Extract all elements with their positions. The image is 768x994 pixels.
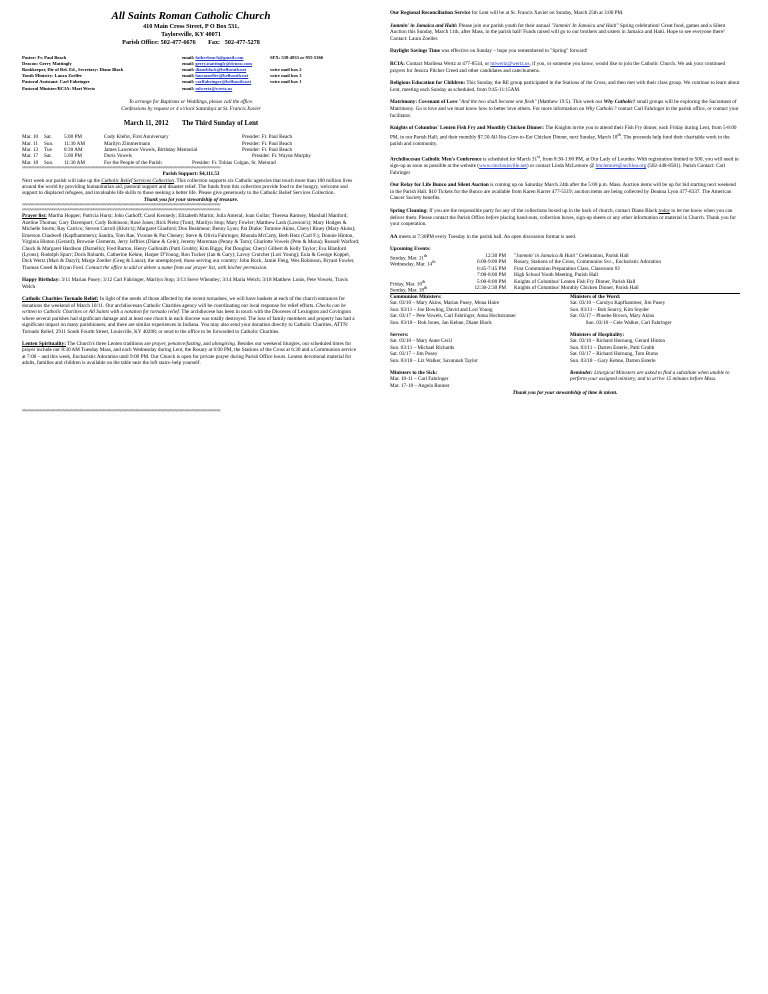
mass-day: Sat. (44, 134, 52, 141)
mass-date: Mar. 17 (22, 153, 39, 160)
event-description: Knights of Columbus' Lenten Fish Fry Dinner, Parish Hall (514, 278, 636, 285)
event-time: 7:00-8:00 PM (477, 272, 506, 279)
talent-thanks: Thank you for your stewardship of time & talent. (512, 389, 618, 396)
mclemore-email-link[interactable]: lmclemore@archlou.org (595, 162, 647, 169)
lenten-spirituality: Lenten Spirituality: The Church's three Lenten traditions are prayer, penance/fasting, and almsgiving. Besides our weekend liturgies, our scheduled times for prayer include our 8:30 AM Tuesday Mass, and each Wednesday during Lent, the Rosary at 6:00 PM, the Stations of the Cross at 6:30 and a Communion service at 7:00 – and this week, Eucharistic Adoration until 9:00 PM. Our Church is open for private prayer during Parish Office hours. Lenten devotional material for adults, families and children is available on the table near the loft stairs–help yourself. (22, 341, 357, 367)
minister-list-title: Ministers to the Sick: (390, 369, 438, 376)
staff-email: email: mlwertz@wertz.us (182, 85, 233, 91)
mass-date: Mar. 13 (22, 146, 39, 153)
staff-name: Youth Ministry: Laura Zoeller (22, 73, 83, 79)
minister-entry: Sun. 03/18 – Cele Walker, Carl Fahringer (570, 319, 672, 326)
staff-email-link[interactable]: mlwertz@wertz.us (195, 85, 233, 91)
mass-presider: Presider: Fr. Tobias Colgan, St. Meinrad (192, 159, 276, 166)
staff-email: email: gerry.mattingly@dcnow.com (182, 61, 252, 67)
minister-entry: Mar. 17-18 – Angela Runner (390, 382, 450, 389)
event-time: 6:00-9:00 PM (477, 259, 506, 266)
mass-presider: Presider: Fr. Paul Beach (242, 140, 293, 147)
staff-email: email: fatherbeach@gmail.com (182, 55, 244, 60)
event-day: Friday, Mar. 16th (390, 278, 426, 288)
hospitality-ministers (570, 332, 665, 364)
staff-directory (22, 55, 360, 95)
event-day: Sunday, Mar. 11th (390, 252, 428, 262)
mass-presider: Presider: Fr. Paul Beach (242, 146, 293, 153)
sick-ministers (390, 370, 450, 389)
minister-list-title: Ministers of the Word: (570, 293, 621, 300)
kofc-notice: Knights of Columbus' Lenten Fish Fry and Monthly Chicken Dinner: The Knights invite you to attend their Fish Fry dinner, each Friday during Lent, from 5-8:00 PM, in our Parish Hall; and their monthly $7.50 All-You-Care-to-Eat Chicken Dinner, next Sunday, March 18th. The proceeds help fund their charitable work in the parish and community. (390, 125, 737, 148)
minister-entry: Mar. 10-11 – Carl Fahringer (390, 376, 449, 383)
reminder-note: Reminder: Liturgical Ministers are asked to find a substitute when unable to perform your assigned ministry, and to arrive 15 minutes before Mass. (570, 369, 730, 383)
mass-day: Sun. (44, 140, 54, 147)
mass-presider: Presider: Fr. Paul Beach (242, 134, 293, 141)
minister-entry: Sun. 03/11 – Joe Bowling, David and Lori Young (390, 306, 493, 313)
minister-list-title: Ministers of Hospitality: (570, 331, 625, 338)
event-time: 6:45-7:45 PM (477, 265, 506, 272)
mass-time: 11:30 AM (64, 140, 85, 147)
servers-list (390, 332, 478, 364)
minister-entry: Sun. 03/18 – Bob Jones, Jan Kehne, Diane Black (390, 319, 492, 326)
events-table (390, 252, 740, 295)
minister-entry: Sun. 03/18 – Gary Kehne, Darren Esterle (570, 357, 656, 364)
staff-email: email: laurazoeller@bellsouth.net (182, 73, 249, 79)
church-address: 410 Main Cross Street, P O Box 531, (143, 23, 239, 30)
word-ministers (570, 294, 672, 326)
mass-day: Sun. (44, 159, 54, 166)
staff-name: Pastor: Fr. Paul Beach (22, 55, 67, 60)
aa-notice: AA meets at 7:30PM every Tuesday in the parish hall. An open discussion format is used. (390, 233, 577, 240)
minister-entry: Sun. 03/18 – Liz Walker, Savannah Taylor (390, 357, 478, 364)
mass-intention: For the People of the Parish (104, 159, 162, 166)
birthday-list: Happy Birthday: 3/11 Marian Pusey; 3/12 Carl Fahringer, Marilyn Stop; 3/13 Steve Wheatley; 3/14 Maria Welch; 3/18 Matthew Lonis, Pete Vowels, Travis Welch (22, 277, 348, 290)
separator: ≈≈≈≈≈≈≈≈≈≈≈≈≈≈≈≈≈≈≈≈≈≈≈≈≈≈≈≈≈≈≈≈≈≈≈≈≈≈≈≈≈≈≈≈≈≈≈≈≈≈≈≈≈≈≈≈≈≈≈≈≈≈≈≈≈≈≈≈≈≈≈≈≈≈≈≈≈≈ (22, 408, 221, 414)
ministers-block-1 (390, 294, 740, 326)
minister-list-title: Communion Ministers: (390, 293, 442, 300)
ministers-block-2 (390, 332, 740, 364)
mass-intention: Marilyn Zimmermann (104, 140, 151, 147)
ministers-block-3 (390, 370, 740, 390)
right-column (390, 10, 740, 396)
event-day: Sunday, Mar. 18th (390, 285, 428, 295)
dst-notice: Daylight Savings Time was effective on Sunday – hope you remembered to "Spring" forward! (390, 48, 588, 55)
staff-email: email: dianeblack@bellsouth.net (182, 67, 247, 73)
event-description: "Jammin' in Jamaica & Haiti" Celebration, Parish Hall (514, 252, 629, 259)
sunday-title: March 11, 2012 The Third Sunday of Lent (123, 120, 259, 128)
event-time: 12:30 PM (485, 252, 506, 259)
minister-entry: Sun. 03/11 – Bob Searcy, Kim Snyder (570, 306, 650, 313)
communion-ministers (390, 294, 516, 326)
parish-support-heading: Parish Support: $4,111.53 (162, 171, 220, 178)
separator: ≈≈≈≈≈≈≈≈≈≈≈≈≈≈≈≈≈≈≈≈≈≈≈≈≈≈≈≈≈≈≈≈≈≈≈≈≈≈≈≈≈≈≈≈≈≈≈≈≈≈≈≈≈≈≈≈≈≈≈≈≈≈≈≈≈≈≈≈≈≈≈≈≈≈≈≈≈≈ (22, 203, 221, 209)
mass-day: Sat. (44, 153, 52, 160)
church-name: All Saints Roman Catholic Church (111, 10, 271, 22)
mass-time: 8:30 AM (64, 146, 83, 153)
staff-email-link[interactable]: dianeblack@bellsouth.net (195, 67, 247, 73)
staff-extra: voice mail box 2 (270, 67, 302, 73)
event-day: Wednesday, Mar. 14th (390, 259, 436, 269)
mass-presider: Presider: Fr. Wayne Murphy (252, 153, 311, 160)
mass-time: 5:00 PM (64, 153, 83, 160)
events-title: Upcoming Events: (390, 246, 431, 253)
rcia-notice: RCIA: Contact Marilena Wertz at 477-8534, or mlwertz@wertz.us, if you, or someone you know, would like to join the Catholic Church. We ask your continued prayers for Jessica Pilcher Creed and other candidates and catechumens. (390, 60, 726, 74)
staff-email-link[interactable]: laurazoeller@bellsouth.net (195, 73, 249, 79)
mass-date: Mar. 11 (22, 140, 38, 147)
minister-list-title: Servers: (390, 331, 409, 338)
prayer-list: Prayer list: Martha Hopper; Patricia Hurst; John Gathoff; Carol Kennedy; Elizabeth Martin; Julia Ameral; Joan Gollar; Theresa Ramsey, Marshall Manford; Azeline Thomas; Gary Davenport; Cody Robinson; Rose Jones; Rick Pleitz (Tom); Marilyn Stop; Mary Fowler; Matthew Lash (Lawson's); Mary Hodges & Michelle Storm; Ray Carrico; Steven Carroll (Klotz's); Margaret Glasford; Don Beahmear; Benny Lyon; Pat Drake; Tommie Akins, Cheryl Riney (Mary Akins); Emerson Chadwell (Kapfhammers); Sandra, Tom Rae, Yvonne & Pat Cheney; Steve & Olivia Fahringer, Rhonda McCarty, Beth Hotz (Carl F.); Donnie Hinton, Virginia Hinton (Gerard); Brownie Clements, Jerry Jeffries (Diane & Cele); Jeremy Moreman (Penny & Tom); Charlotte Vowels (Pete & Mona); Russell Warford; Chuck & Margaret Hardison (Darnells); Fred Barton, Henry Galbraith (Patti Grubb); Kim Riggs; Pat Douglas; Cheryl Gilbert & Kelly Taylor; Eva Blanford (Lyons); Rudolph Spurr; Doris Robards, Catherine Kehne, Harper D'Young, Ron Tucker (Jan & Gary); Lavoy Crutcher (Lori Young); Eula & George Koppel, Dick Wertz (Mari & Daryl); Marge Zoeller (Greg & Laura); the unemployed; those serving our country: John Rock, Jamie Fleig, Wes Robinson, Bryant Fowler, Thomas Creed & Bryan Ford. Contact the office to add or delete a name from our prayer list, with his/her permission. (22, 213, 360, 271)
event-description: First Communion Preparation Class, Classroom #3 (514, 265, 620, 272)
mass-schedule (22, 134, 360, 166)
mass-row (22, 160, 360, 166)
minister-entry: Sat. 03/17 – Richard Hornung, Tom Burns (570, 351, 659, 358)
event-time: 12:30-2:30 PM (474, 285, 506, 292)
minister-entry: Sat. 03/10 – Mary Anne Cecil (390, 338, 452, 345)
religious-ed-notice: Religious Education for Children: This Sunday, the RE group participated in the Stations of the Cross, and then met with their class group. We continue to learn about Lent, meeting each Sunday as scheduled, from 9:45-11:15AM. (390, 80, 740, 93)
staff-extra: voice mail box 1 (270, 79, 302, 85)
event-time: 5:00-8:00 PM (477, 278, 506, 285)
treasure-thanks: Thank you for your stewardship of treasure. (143, 196, 239, 203)
staff-extra: voice mail box 3 (270, 73, 302, 79)
parish-support-text: Next week our parish will take up the Catholic Relief Services Collection. This collection supports six Catholic agencies that touch more than 100 million lives around the world by providing humanitarian aid, pastoral support and disaster relief. The funds from this collection provide food to the hungry, welcome and support to displaced refugees, and invaluable life skills to those seeking a better life. Please give generously to the Catholic Relief Services Collection. (22, 177, 353, 197)
staff-name: Pastoral Minister/RCIA: Mari Wertz (22, 85, 96, 91)
minister-entry: Sat. 03/17 – Phoebe Brown, Mary Akins (570, 313, 655, 320)
mass-time: 5:00 PM (64, 134, 83, 141)
staff-extra: SFX: 538-4933 or 955-5366 (270, 55, 324, 60)
event-description: High School Youth Meeting, Parish Hall (514, 272, 599, 279)
staff-email-link[interactable]: fatherbeach@gmail.com (195, 55, 244, 60)
minister-entry: Sun. 03/11 – Darren Esterle, Patti Grubb (570, 344, 655, 351)
reconciliation-notice: Our Regional Reconciliation Service for Lent will be at St. Francis Xavier on Sunday, March 25th at 3:00 PM. (390, 10, 624, 16)
staff-name: Pastoral Assistant: Carl Fahringer (22, 79, 90, 85)
rcia-email-link[interactable]: mlwertz@wertz.us (490, 60, 530, 67)
minister-entry: Sat. 03/17 – Jim Pusey (390, 351, 438, 358)
cmc-website-link[interactable]: www.cmclouisville.net (479, 162, 527, 169)
arrangement-note: To arrange for Baptisms or Weddings, please call the office. Confessions by request or 4 o'clock Saturdays at St. Francis Xavier (121, 99, 261, 112)
staff-email: email: carlfahringer@bellsouth.net (182, 79, 252, 85)
tornado-relief: Catholic Charities Tornado Relief: In light of the needs of those affected by the recent tornadoes, we will have baskets at each of the church entrances for donations the weekend of March 10/11. Our archdiocesan Catholic Charities agency will be coordinating our local response for relief efforts. Checks can be written to Catholic Charities or All Saints with a notation for tornado relief. The archdiocese has been in touch with the Dioceses of Lexington and Covington where several parishes had significant damage and at least one church in each diocese was totally destroyed. The loss of family members and property has had a significant impact on many parishioners, and there are similar experiences in Indiana. You may also send your donation directly to Catholic Charities, ATTN: Tornado Relief, 2911 South Fourth Street, Louisville, KY 40208; or send to the office to be forwarded to Catholic Charities. (22, 296, 355, 335)
jammin-notice: Jammin' in Jamaica and Haiti: Please join our parish youth for their annual "Jammin' In Jamaica and Haiti" Spring celebration! Great food, games and a Silent Auction this Sunday, March 11th, after Mass, in the parish hall! Funds raised will go to our brothers and sisters in Jamaica and Haiti. Hope to see everyone there! Contact: Laura Zoeller. (390, 22, 726, 42)
church-city: Taylorsville, KY 40071 (161, 31, 221, 38)
staff-name: Bookkeeper, Dir of Rel. Ed., Secretary: Diane Black (22, 67, 124, 73)
parish-phones: Parish Office: 502-477-6676 Fax: 502-477-5278 (122, 39, 260, 46)
bunco-notice: Our Relay for Life Bunco and Silent Auction is coming up on Saturday March 24th after the 5:00 p.m. Mass. Auction items will be up for bid starting next weekend in the Parish Hall. $10 Tickets for the Bunco are available from Karen Karrer 477-5519; auction items are being collected by Deanna Lyon 477-8337. The American Cancer Society benefits. (390, 182, 736, 202)
separator: ≈≈≈≈≈≈≈≈≈≈≈≈≈≈≈≈≈≈≈≈≈≈≈≈≈≈≈≈≈≈≈≈≈≈≈≈≈≈≈≈≈≈≈≈≈≈≈≈≈≈≈≈≈≈≈≈≈≈≈≈≈≈≈≈≈≈≈≈≈≈≈≈≈≈≈≈≈≈ (22, 166, 221, 172)
separator: ≈≈≈≈≈≈≈≈≈≈≈≈≈≈≈≈≈≈≈≈≈≈≈≈≈≈≈≈≈≈≈≈≈≈≈≈≈≈≈≈≈≈≈≈≈≈≈≈≈≈≈≈≈≈≈≈≈≈≈≈≈≈≈≈≈≈≈≈≈≈≈≈≈≈≈≈≈≈ (22, 208, 221, 214)
mass-intention: Doris Vowels (104, 153, 132, 160)
mass-date: Mar. 10 (22, 134, 39, 141)
mass-date: Mar. 18 (22, 159, 39, 166)
matrimony-notice: Matrimony: Covenant of Love "And the two shall become one flesh" (Matthew 19:5). This week our Why Catholic? small groups will be exploring the Sacrament of Matrimony. Go is love and we must know how to better love others. For more information on Why Catholic? contact Carl Fahringer in the parish office, or contact your facilitator. (390, 99, 739, 119)
staff-email-link[interactable]: gerry.mattingly@dcnow.com (195, 61, 252, 67)
mass-time: 11:30 AM (64, 159, 85, 166)
mass-day: Tue (44, 146, 52, 153)
minister-entry: Sat. 03/10 – Carolyn Kapfhammer, Jim Pusey (570, 300, 666, 307)
mass-intention: Cody Klefot, First Anniversary (104, 134, 169, 141)
event-description: Rosary, Stations of the Cross, Communion Svc., Eucharistic Adoration (514, 259, 661, 266)
staff-email-link[interactable]: carlfahringer@bellsouth.net (195, 79, 252, 85)
staff-name: Deacon: Gerry Mattingly (22, 61, 72, 67)
mass-intention: James Lawrence Vowels, Birthday Memorial (104, 146, 198, 153)
minister-entry: Sun. 03/11 – Michael Richards (390, 344, 455, 351)
event-description: Knights of Columbus' Monthly Chicken Dinner, Parish Hall (514, 285, 639, 292)
minister-entry: Sat. 03/17 – Pete Vowels, Carl Fahringer, Anna Hochstrasser (390, 313, 516, 320)
minister-entry: Sat. 03/10 – Richard Hornung, Gerard Hinton (570, 338, 666, 345)
spring-cleaning-notice: Spring Cleaning: If you are the responsible party for any of the collections boxed up in the back of church, contact Diane Black today to let me know when you can deliver them. Please contact the Parish Office before placing hand-outs, collection boxes, sign-up sheets or any other information or material in Church. Thank you for your cooperation. (390, 207, 736, 228)
left-column (22, 10, 360, 414)
event-row (390, 285, 740, 295)
minister-entry: Sat. 03/10 – Mary Akins, Marian Pusey, Mona Haire (390, 300, 500, 307)
mens-conference-notice: Archdiocesan Catholic Men's Conference is scheduled for March 31st, from 8:30-1:00 PM, at Our Lady of Lourdes. With registration limited to 500, you will need to sign-up as soon as possible at the website (www.cmclouisville.net) or contact Linda McLemore @ lmclemore@archlou.org (502-448-8581). Parish Contact: Carl Fahringer (390, 153, 739, 176)
